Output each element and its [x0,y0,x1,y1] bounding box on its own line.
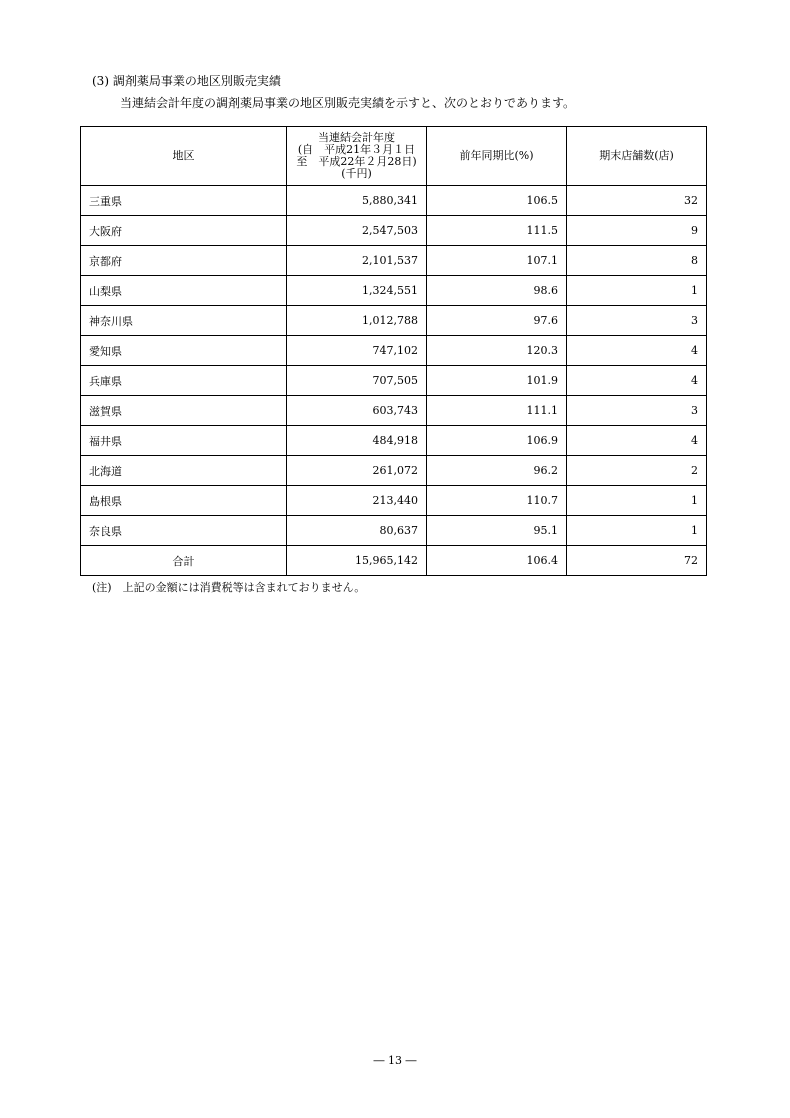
cell-sales: 1,324,551 [287,276,427,306]
table-row [81,216,707,246]
table-row [81,186,707,216]
cell-stores: 9 [567,216,707,246]
cell-region: 北海道 [81,456,287,486]
header-stores: 期末店舗数(店) [567,127,707,186]
cell-stores: 3 [567,396,707,426]
regional-sales-table [80,126,707,576]
cell-region: 滋賀県 [81,396,287,426]
table-row [81,306,707,336]
cell-stores: 1 [567,486,707,516]
cell-sales: 484,918 [287,426,427,456]
cell-yoy: 107.1 [427,246,567,276]
cell-region: 島根県 [81,486,287,516]
cell-sales: 707,505 [287,366,427,396]
cell-sales: 261,072 [287,456,427,486]
section-intro: 当連結会計年度の調剤薬局事業の地区別販売実績を示すと、次のとおりであります。 [120,96,576,110]
table-row [81,516,707,546]
header-period-line: 当連結会計年度 [318,131,395,144]
cell-stores: 32 [567,186,707,216]
section-heading: (3) 調剤薬局事業の地区別販売実績 [92,74,281,88]
cell-sales: 5,880,341 [287,186,427,216]
cell-total-label: 合計 [81,546,287,576]
cell-stores: 1 [567,516,707,546]
cell-stores: 4 [567,336,707,366]
header-yoy: 前年同期比(%) [427,127,567,186]
cell-region: 大阪府 [81,216,287,246]
cell-region: 山梨県 [81,276,287,306]
table-row [81,366,707,396]
table-row [81,456,707,486]
cell-yoy: 97.6 [427,306,567,336]
table-row [81,396,707,426]
cell-stores: 4 [567,366,707,396]
footnote: (注) 上記の金額には消費税等は含まれておりません。 [92,581,366,594]
cell-yoy: 110.7 [427,486,567,516]
cell-sales: 1,012,788 [287,306,427,336]
total-row [81,546,707,576]
cell-region: 京都府 [81,246,287,276]
cell-region: 三重県 [81,186,287,216]
cell-yoy: 101.9 [427,366,567,396]
table-header-row [81,127,707,186]
cell-region: 奈良県 [81,516,287,546]
cell-yoy: 96.2 [427,456,567,486]
header-region: 地区 [81,127,287,186]
table-row [81,246,707,276]
cell-region: 福井県 [81,426,287,456]
cell-stores: 8 [567,246,707,276]
table-row [81,336,707,366]
page-number: ― 13 ― [373,1054,417,1067]
header-period-line: (自 平成21年３月１日 [297,143,416,156]
cell-yoy: 98.6 [427,276,567,306]
cell-sales: 747,102 [287,336,427,366]
cell-stores: 3 [567,306,707,336]
cell-sales: 2,547,503 [287,216,427,246]
cell-region: 愛知県 [81,336,287,366]
cell-total-yoy: 106.4 [427,546,567,576]
cell-yoy: 111.1 [427,396,567,426]
cell-stores: 1 [567,276,707,306]
table-row [81,426,707,456]
cell-region: 兵庫県 [81,366,287,396]
header-period-line: 至 平成22年２月28日) [296,155,417,168]
cell-yoy: 120.3 [427,336,567,366]
cell-yoy: 111.5 [427,216,567,246]
cell-yoy: 106.5 [427,186,567,216]
cell-sales: 2,101,537 [287,246,427,276]
cell-stores: 4 [567,426,707,456]
cell-yoy: 95.1 [427,516,567,546]
cell-total-sales: 15,965,142 [287,546,427,576]
table-row [81,276,707,306]
cell-sales: 80,637 [287,516,427,546]
cell-sales: 603,743 [287,396,427,426]
header-period [287,127,427,186]
cell-total-stores: 72 [567,546,707,576]
cell-stores: 2 [567,456,707,486]
cell-sales: 213,440 [287,486,427,516]
header-period-line: (千円) [341,167,372,180]
cell-region: 神奈川県 [81,306,287,336]
table-row [81,486,707,516]
cell-yoy: 106.9 [427,426,567,456]
